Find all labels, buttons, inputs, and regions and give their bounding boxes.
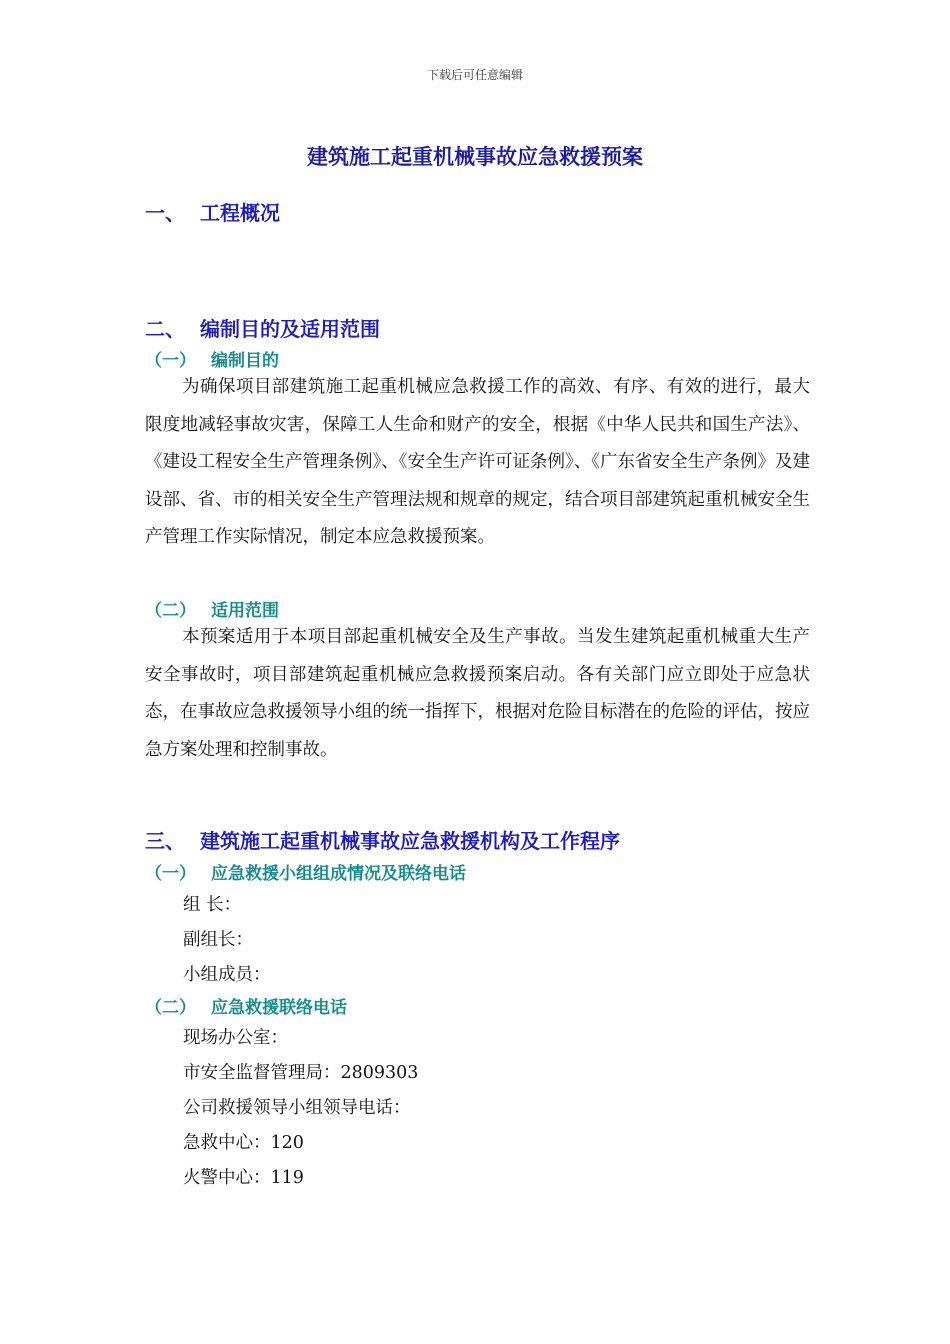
section-3-heading bbox=[145, 825, 620, 854]
document-title: 建筑施工起重机械事故应急救援预案 bbox=[307, 145, 643, 169]
section-2-1-paragraph: 为确保项目部建筑施工起重机械应急救援工作的高效、有序、有效的进行，最大限度地减轻事故灾害，保障工人生命和财产的安全，根据《中华人民共和国生产法》、《建设工程安全生产管理条例》、《安全生产许可证条例》、《广东省安全生产条例》及建设部、省、市的相关安全生产管理法规和规章的规定，结合项目部建筑起重机械安全生产管理工作实际情况，制定本应急救援预案。 bbox=[145, 377, 810, 547]
section-3-2-number: （二） bbox=[145, 998, 196, 1018]
site-office-line: 现场办公室： bbox=[183, 1028, 288, 1048]
section-2-1-heading bbox=[145, 346, 279, 371]
section-2-1-number: （一） bbox=[145, 351, 196, 371]
section-1-title: 工程概况 bbox=[200, 201, 280, 225]
section-2-2-paragraph: 本预案适用于本项目部起重机械安全及生产事故。当发生建筑起重机械重大生产安全事故时，项目部建筑起重机械应急救援预案启动。各有关部门应立即处于应急状态，在事故应急救援领导小组的统一指挥下，根据对危险目标潜在的危险的评估，按应急方案处理和控制事故。 bbox=[145, 627, 810, 760]
safety-bureau-line: 市安全监督管理局：2809303 bbox=[183, 1063, 419, 1083]
section-2-2-heading bbox=[145, 596, 279, 621]
section-1-heading bbox=[145, 197, 280, 226]
deputy-leader-line: 副组长： bbox=[183, 930, 253, 950]
section-3-1-title: 应急救援小组组成情况及联络电话 bbox=[211, 864, 466, 884]
section-3-title: 建筑施工起重机械事故应急救援机构及工作程序 bbox=[200, 829, 620, 853]
fire-center-line: 火警中心：119 bbox=[183, 1168, 304, 1188]
section-2-title: 编制目的及适用范围 bbox=[200, 317, 380, 341]
section-3-1-heading bbox=[145, 859, 466, 884]
section-2-heading bbox=[145, 313, 380, 342]
team-leader-line: 组 长： bbox=[183, 895, 242, 915]
section-2-2-number: （二） bbox=[145, 601, 196, 621]
team-members-line: 小组成员： bbox=[183, 965, 271, 985]
section-3-2-title: 应急救援联络电话 bbox=[211, 998, 347, 1018]
section-3-2-heading bbox=[145, 993, 347, 1018]
header-note: 下载后可任意编辑 bbox=[426, 68, 523, 82]
section-2-1-title: 编制目的 bbox=[211, 351, 279, 371]
section-2-2-title: 适用范围 bbox=[211, 601, 279, 621]
section-3-1-number: （一） bbox=[145, 864, 196, 884]
section-2-number: 二、 bbox=[145, 317, 185, 341]
company-leader-phone-line: 公司救援领导小组领导电话： bbox=[183, 1098, 411, 1118]
emergency-center-line: 急救中心：120 bbox=[183, 1133, 304, 1153]
section-1-number: 一、 bbox=[145, 201, 185, 225]
section-3-number: 三、 bbox=[145, 829, 185, 853]
